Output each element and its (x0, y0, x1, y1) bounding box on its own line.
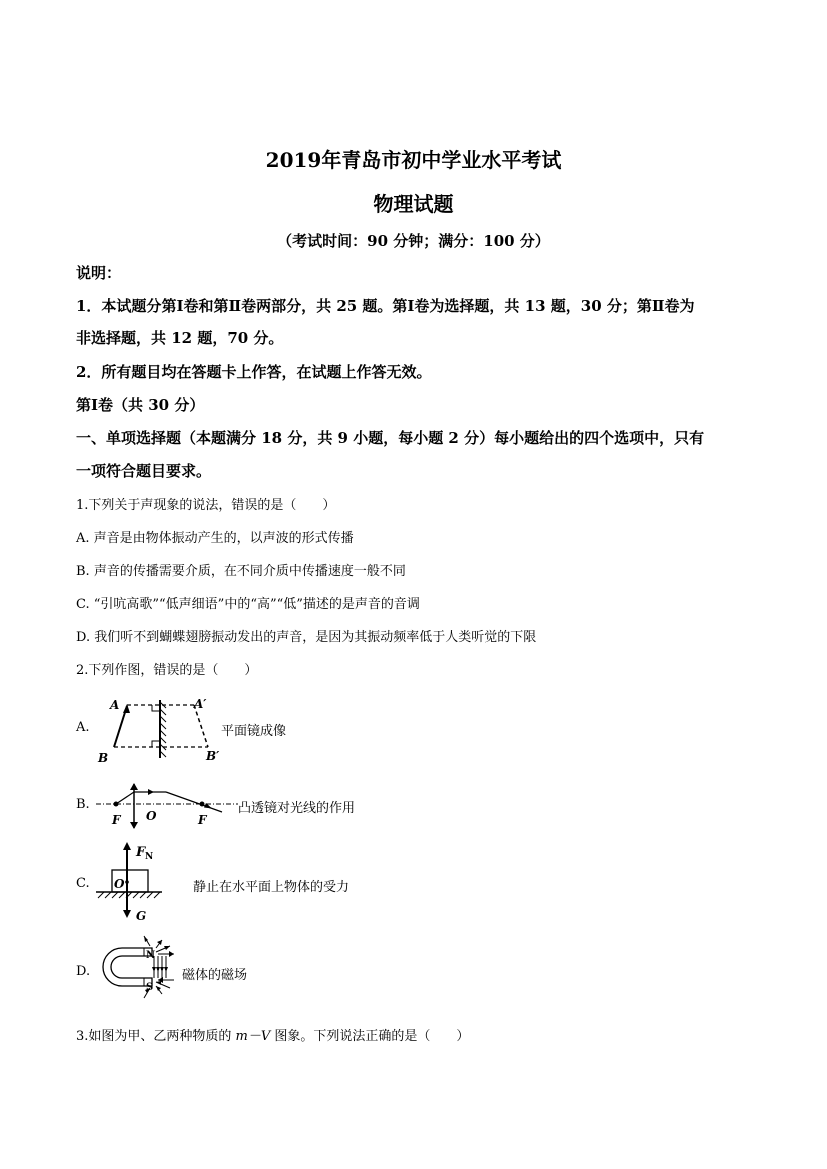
label-o: O (146, 809, 157, 823)
label-b: B (98, 751, 109, 765)
question-2-option-d-letter: D. (76, 964, 91, 979)
label-f-right: F (198, 813, 207, 827)
question-2-option-a-caption: 平面镜成像 (221, 724, 287, 739)
question-1-option-d: D. 我们听不到蝴蝶翅膀振动发出的声音，是因为其振动频率低于人类听觉的下限 (76, 630, 537, 645)
exam-title: 2019年青岛市初中学业水平考试 (265, 148, 562, 172)
instruction-item-2: 2．所有题目均在答题卡上作答，在试题上作答无效。 (76, 363, 432, 381)
question-3-formula: m－V (235, 1029, 271, 1044)
question-3-stem-suffix: 图象。下列说法正确的是（ ） (270, 1029, 470, 1044)
label-g: G (136, 909, 147, 922)
instructions-heading: 说明： (76, 264, 122, 282)
plane-mirror-figure (94, 692, 224, 768)
question-1-stem: 1.下列关于声现象的说法，错误的是（ ） (76, 498, 336, 513)
label-f-left: F (112, 813, 121, 827)
label-fn: F (136, 845, 146, 860)
question-1-option-a: A. 声音是由物体振动产生的，以声波的形式传播 (76, 531, 354, 546)
label-n: N (146, 950, 156, 961)
convex-lens-figure (94, 782, 239, 830)
question-3-stem-prefix: 3.如图为甲、乙两种物质的 (76, 1029, 236, 1044)
question-2-option-c-letter: C. (76, 876, 90, 891)
question-2-option-b-letter: B. (76, 797, 90, 812)
part-1-heading-line-1: 一、单项选择题（本题满分 18 分，共 9 小题，每小题 2 分）每小题给出的四个选项中，只有 (76, 429, 705, 447)
label-b-prime: B′ (206, 749, 220, 763)
question-2-option-b-caption: 凸透镜对光线的作用 (238, 801, 356, 816)
question-2-option-c-caption: 静止在水平面上物体的受力 (193, 880, 350, 895)
volume-heading: 第Ⅰ卷（共 30 分） (76, 396, 205, 414)
label-a: A (110, 698, 120, 712)
label-fn-subscript: N (145, 852, 154, 862)
label-o: O (114, 877, 125, 891)
label-a-prime: A′ (194, 697, 207, 711)
question-3-stem (76, 1025, 469, 1044)
exam-time-note: （考试时间：90 分钟；满分：100 分） (277, 232, 550, 250)
question-2-option-a-letter: A. (76, 720, 90, 735)
question-1-option-c: C. “引吭高歌”“低声细语”中的“高”“低”描述的是声音的音调 (76, 597, 420, 612)
force-diagram-figure (94, 840, 174, 922)
question-2-option-d-caption: 磁体的磁场 (182, 968, 248, 983)
instruction-item-1-line-2: 非选择题，共 12 题，70 分。 (76, 329, 284, 347)
subject-title: 物理试题 (373, 192, 454, 216)
question-1-option-b: B. 声音的传播需要介质，在不同介质中传播速度一般不同 (76, 564, 406, 579)
magnet-field-figure (94, 932, 184, 1002)
label-s: S (146, 982, 154, 993)
part-1-heading-line-2: 一项符合题目要求。 (76, 462, 212, 480)
instruction-item-1-line-1: 1．本试题分第Ⅰ卷和第Ⅱ卷两部分，共 25 题。第Ⅰ卷为选择题，共 13 题，30 分；第Ⅱ卷为 (76, 297, 695, 315)
question-2-stem: 2.下列作图，错误的是（ ） (76, 663, 258, 678)
